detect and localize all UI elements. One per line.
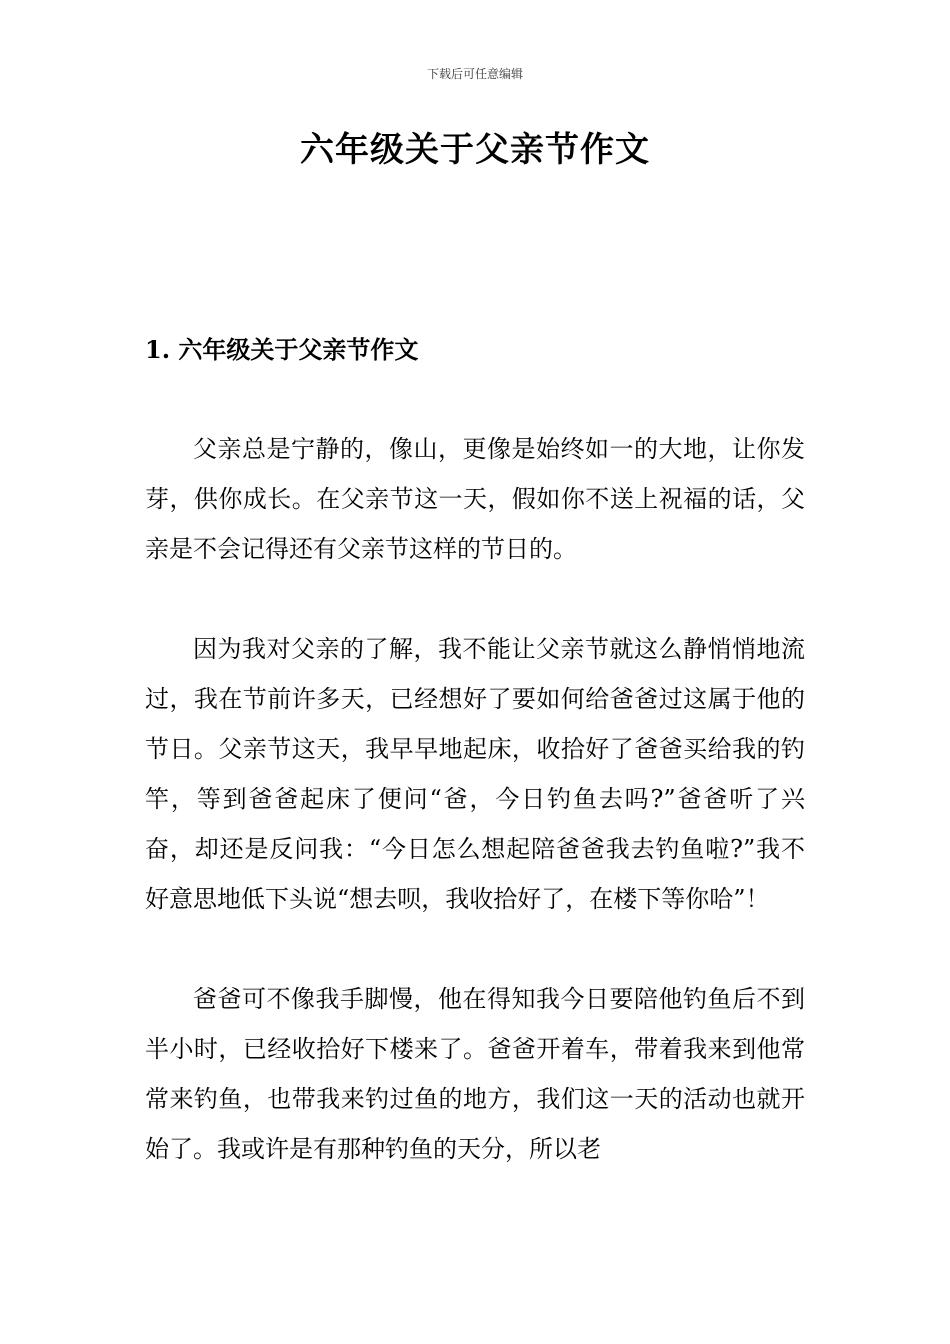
- section-heading: 1. 六年级关于父亲节作文: [145, 335, 419, 364]
- header-note: 下载后可任意编辑: [426, 67, 523, 81]
- paragraph-1: 父亲总是宁静的，像山，更像是始终如一的大地，让你发芽，供你成长。在父亲节这一天，假如你不送上祝福的话，父亲是不会记得还有父亲节这样的节日的。: [145, 435, 805, 563]
- paragraph-3: 爸爸可不像我手脚慢，他在得知我今日要陪他钓鱼后不到半小时，已经收拾好下楼来了。爸爸开着车，带着我来到他常常来钓鱼，也带我来钓过鱼的地方，我们这一天的活动也就开始了。我或许是有那种钓鱼的天分，所以老: [145, 985, 805, 1163]
- document-title: 六年级关于父亲节作文: [300, 130, 650, 170]
- document-body: [145, 424, 805, 1224]
- paragraph-2: 因为我对父亲的了解，我不能让父亲节就这么静悄悄地流过，我在节前许多天，已经想好了要如何给爸爸过这属于他的节日。父亲节这天，我早早地起床，收拾好了爸爸买给我的钓竿，等到爸爸起床了便问“爸，今日钓鱼去吗?”爸爸听了兴奋，却还是反问我：“今日怎么想起陪爸爸我去钓鱼啦?”我不好意思地低下头说“想去呗，我收拾好了，在楼下等你哈”！: [145, 635, 805, 913]
